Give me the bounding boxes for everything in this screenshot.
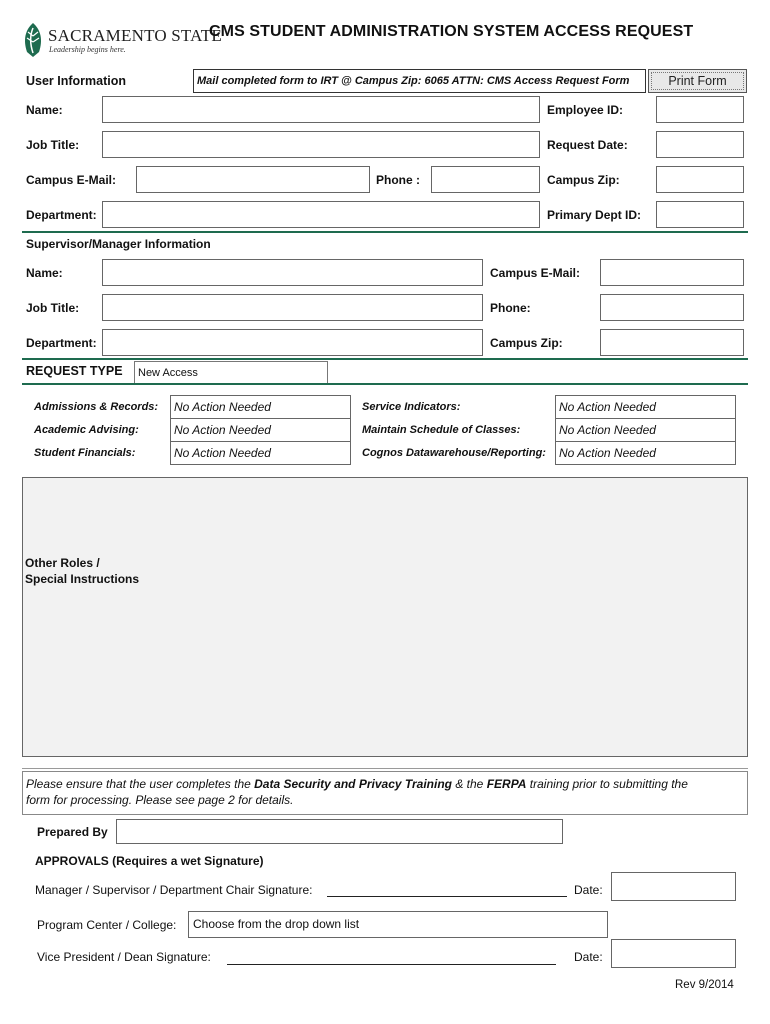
- training-notice-text: training prior to submitting the: [526, 777, 688, 791]
- supervisor-email-field[interactable]: [600, 259, 744, 286]
- user-phone-label: Phone :: [376, 173, 420, 187]
- logo-tagline: Leadership begins here.: [49, 45, 126, 54]
- supervisor-phone-field[interactable]: [600, 294, 744, 321]
- user-department-field[interactable]: [102, 201, 540, 228]
- training-notice-text: Please ensure that the user completes the: [26, 777, 255, 791]
- access-item-select[interactable]: [170, 418, 351, 442]
- training-notice-emphasis: FERPA: [486, 777, 527, 791]
- access-item-label: Maintain Schedule of Classes:: [362, 424, 521, 436]
- vp-signature-line[interactable]: [227, 964, 556, 965]
- access-item-label: Student Financials:: [34, 447, 136, 459]
- manager-date-field[interactable]: [611, 872, 736, 901]
- request-type-label: REQUEST TYPE: [26, 364, 123, 378]
- prepared-by-field[interactable]: [116, 819, 563, 844]
- user-job-title-label: Job Title:: [26, 138, 80, 152]
- access-item-value: No Action Needed: [174, 446, 271, 460]
- access-item-label: Service Indicators:: [362, 401, 461, 413]
- access-item-value: No Action Needed: [559, 400, 656, 414]
- request-date-field[interactable]: [656, 131, 744, 158]
- supervisor-job-title-label: Job Title:: [26, 301, 80, 315]
- request-date-label: Request Date:: [547, 138, 628, 152]
- access-item-label: Admissions & Records:: [34, 401, 159, 413]
- user-job-title-field[interactable]: [102, 131, 540, 158]
- access-item-value: No Action Needed: [559, 423, 656, 437]
- hornet-leaf-icon: [22, 22, 44, 58]
- user-info-section-title: User Information: [26, 74, 127, 88]
- supervisor-name-label: Name:: [26, 266, 63, 280]
- other-roles-label-1: Other Roles /: [25, 556, 100, 570]
- section-divider: [22, 231, 748, 233]
- vp-date-label: Date:: [574, 950, 603, 964]
- supervisor-zip-label: Campus Zip:: [490, 336, 563, 350]
- section-divider: [22, 768, 748, 769]
- manager-date-label: Date:: [574, 883, 603, 897]
- logo-name: SACRAMENTO STATE: [48, 26, 222, 45]
- approvals-heading: APPROVALS (Requires a wet Signature): [35, 854, 264, 868]
- sac-state-logo: [22, 20, 222, 62]
- training-notice-text: & the: [452, 777, 487, 791]
- mail-instructions-box: [193, 69, 646, 93]
- access-item-select[interactable]: [170, 441, 351, 465]
- prepared-by-label: Prepared By: [37, 825, 108, 839]
- mail-instructions-text: Mail completed form to IRT @ Campus Zip: 6065 ATTN: CMS Access Request Form: [197, 75, 630, 87]
- user-email-label: Campus E-Mail:: [26, 173, 117, 187]
- access-item-label: Academic Advising:: [34, 424, 139, 436]
- form-title: CMS STUDENT ADMINISTRATION SYSTEM ACCESS REQUEST: [209, 23, 694, 40]
- print-form-button[interactable]: Print Form: [648, 69, 747, 93]
- supervisor-department-field[interactable]: [102, 329, 483, 356]
- supervisor-department-label: Department:: [26, 336, 97, 350]
- supervisor-section-title: Supervisor/Manager Information: [26, 237, 211, 251]
- training-notice-emphasis: Data Security and Privacy Training: [254, 777, 452, 791]
- manager-signature-line[interactable]: [327, 896, 567, 897]
- revision-label: Rev 9/2014: [675, 979, 734, 991]
- program-center-label: Program Center / College:: [37, 918, 177, 932]
- manager-signature-label: Manager / Supervisor / Department Chair Signature:: [35, 883, 313, 897]
- user-email-field[interactable]: [136, 166, 370, 193]
- access-item-select[interactable]: [555, 441, 736, 465]
- training-notice-line-1: [26, 776, 744, 792]
- access-item-value: No Action Needed: [174, 400, 271, 414]
- access-item-select[interactable]: [170, 395, 351, 419]
- supervisor-job-title-field[interactable]: [102, 294, 483, 321]
- primary-dept-field[interactable]: [656, 201, 744, 228]
- training-notice-box: [22, 771, 748, 815]
- user-zip-field[interactable]: [656, 166, 744, 193]
- primary-dept-label: Primary Dept ID:: [547, 208, 642, 222]
- user-zip-label: Campus Zip:: [547, 173, 620, 187]
- access-item-label: Cognos Datawarehouse/Reporting:: [362, 447, 546, 459]
- section-divider: [22, 358, 748, 360]
- supervisor-name-field[interactable]: [102, 259, 483, 286]
- user-phone-field[interactable]: [431, 166, 540, 193]
- request-type-select[interactable]: [134, 361, 328, 384]
- program-center-value: Choose from the drop down list: [193, 917, 360, 931]
- other-roles-textarea[interactable]: [22, 477, 748, 757]
- request-type-value: New Access: [138, 367, 198, 379]
- access-item-select[interactable]: [555, 395, 736, 419]
- section-divider: [22, 383, 748, 385]
- supervisor-email-label: Campus E-Mail:: [490, 266, 581, 280]
- access-item-value: No Action Needed: [174, 423, 271, 437]
- other-roles-label-2: Special Instructions: [25, 572, 140, 586]
- user-name-label: Name:: [26, 103, 63, 117]
- training-notice-line-2: form for processing. Please see page 2 for details.: [26, 793, 294, 807]
- user-name-field[interactable]: [102, 96, 540, 123]
- supervisor-zip-field[interactable]: [600, 329, 744, 356]
- employee-id-field[interactable]: [656, 96, 744, 123]
- vp-signature-label: Vice President / Dean Signature:: [37, 950, 211, 964]
- vp-date-field[interactable]: [611, 939, 736, 968]
- program-center-select[interactable]: [188, 911, 608, 938]
- employee-id-label: Employee ID:: [547, 103, 624, 117]
- access-item-select[interactable]: [555, 418, 736, 442]
- access-item-value: No Action Needed: [559, 446, 656, 460]
- supervisor-phone-label: Phone:: [490, 301, 531, 315]
- user-department-label: Department:: [26, 208, 97, 222]
